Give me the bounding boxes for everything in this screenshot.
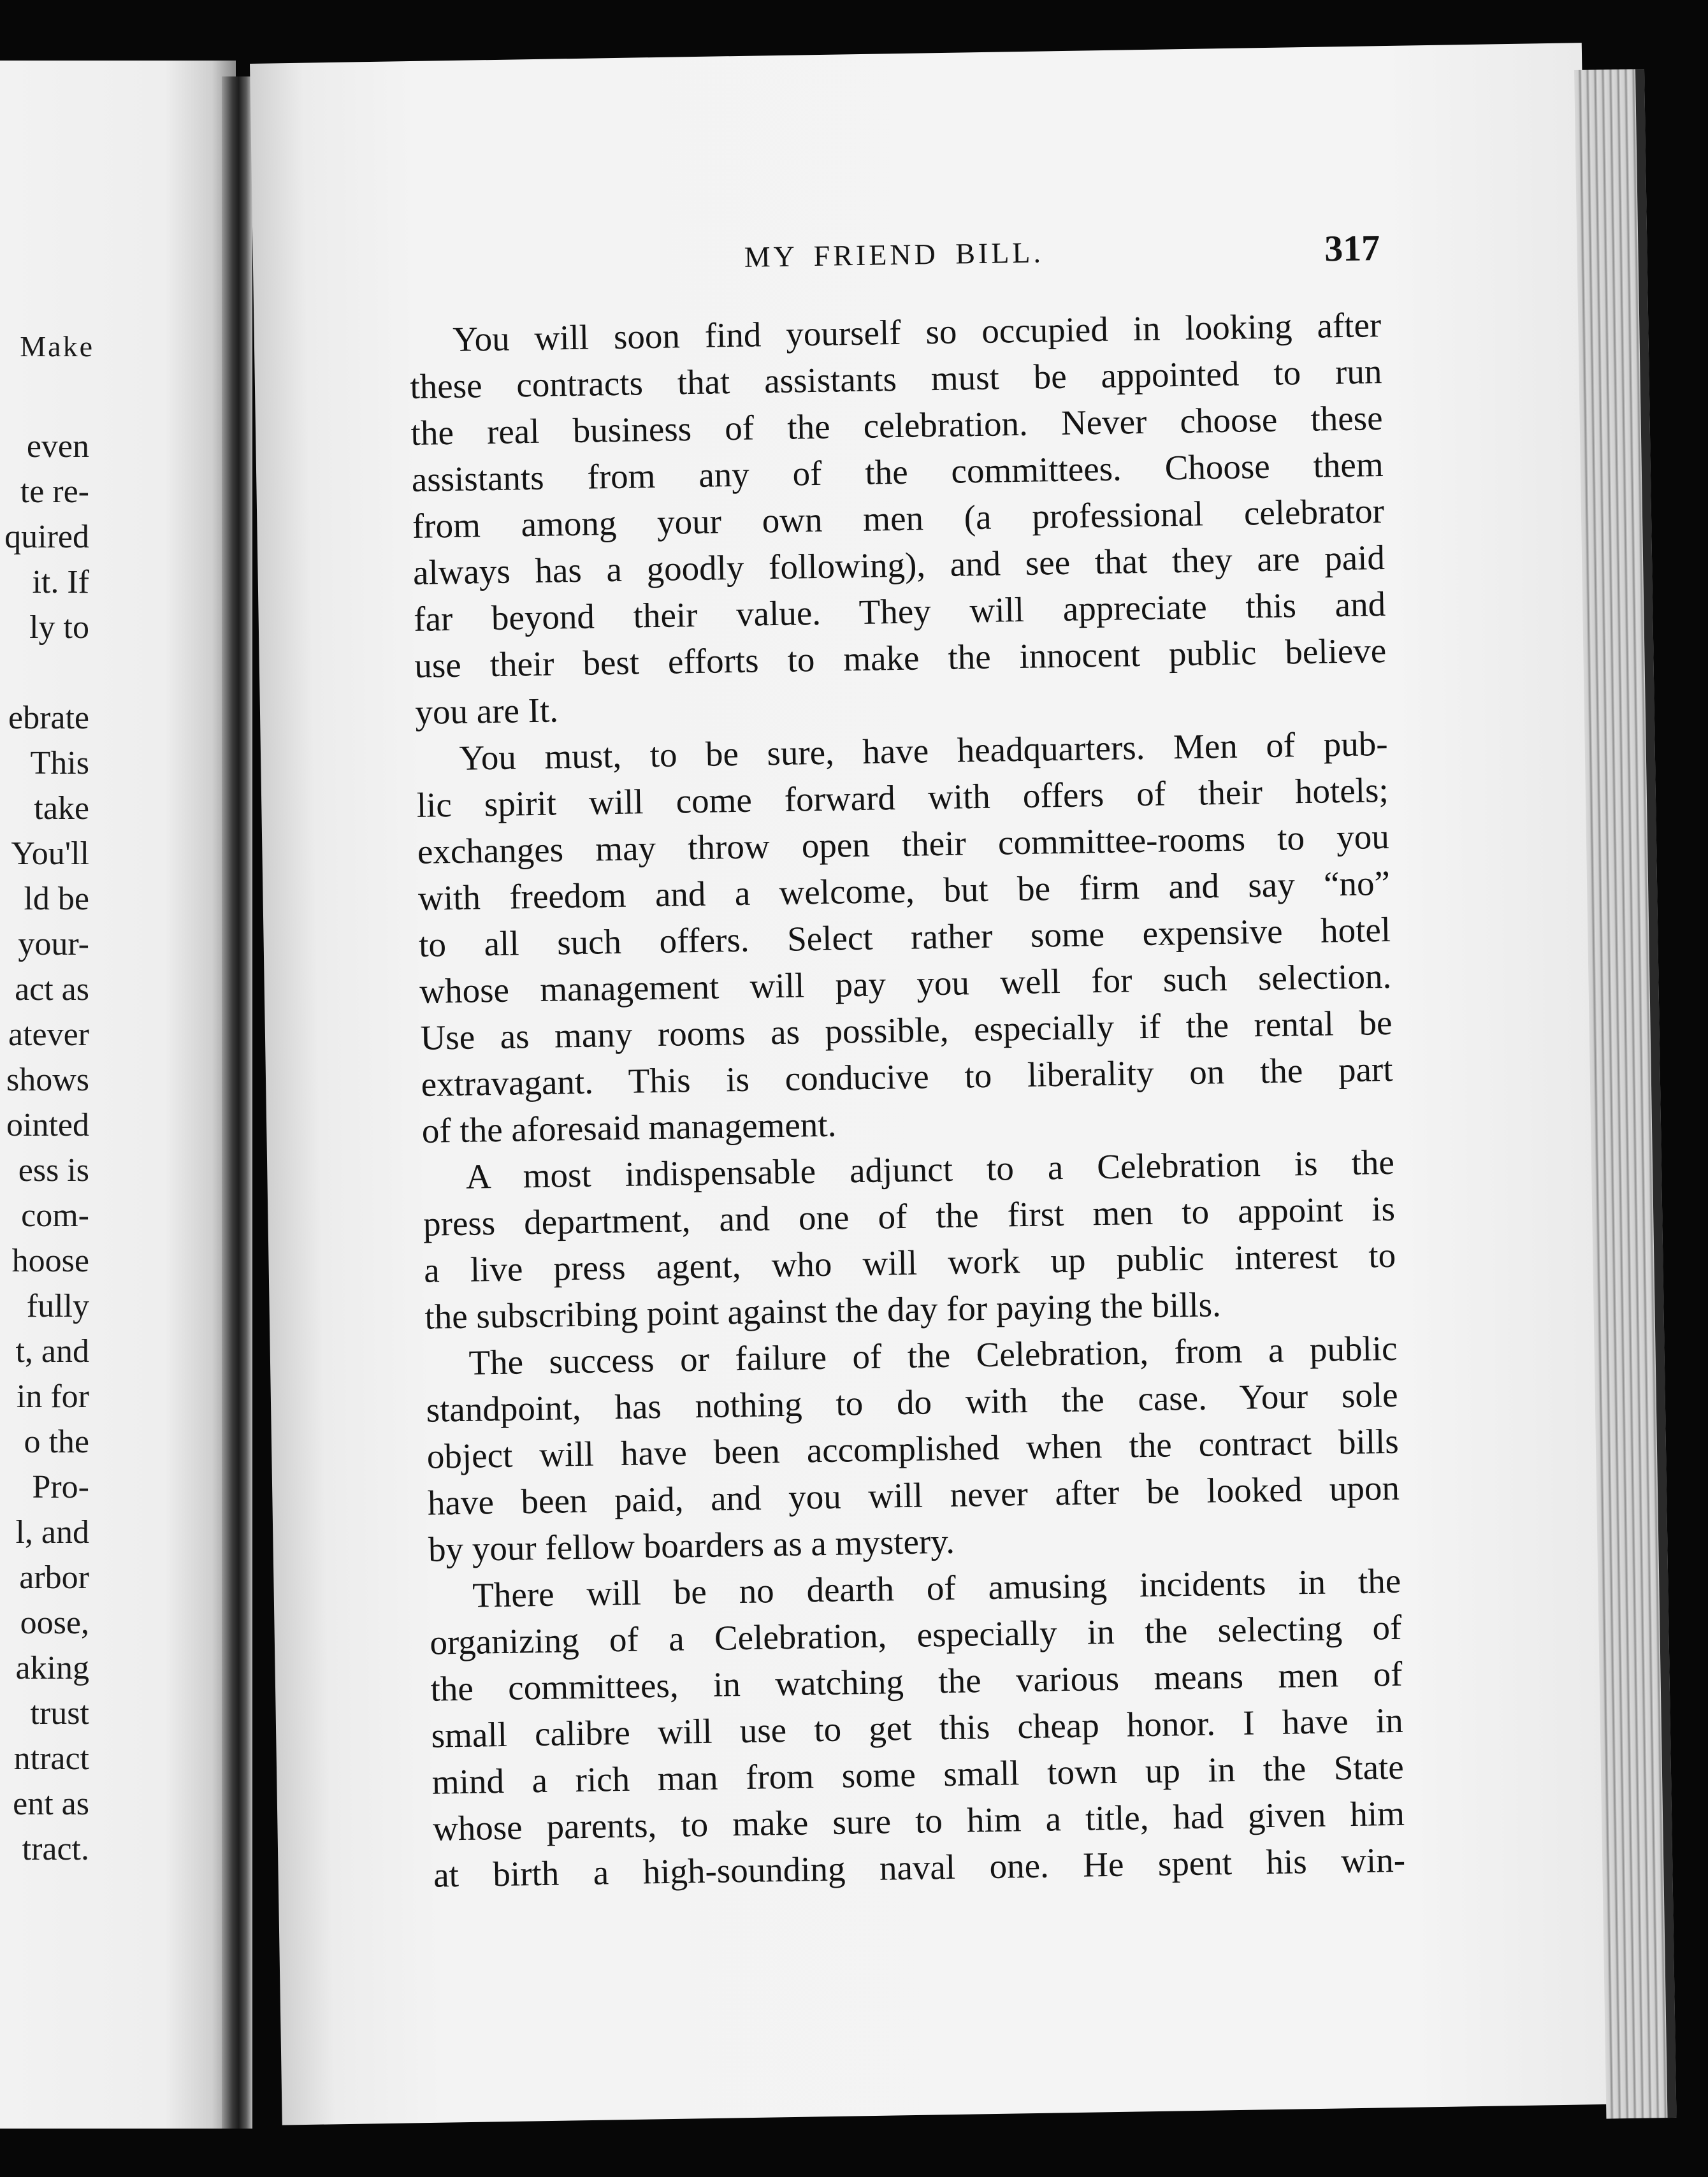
text-line: press department, and one of the first men to appoint is	[423, 1189, 1396, 1243]
text-line: whose parents, to make sure to him a title, had given him	[432, 1793, 1405, 1848]
left-line-fragment: atever	[8, 1016, 89, 1053]
text-line: exchanges may throw open their committee-rooms to you	[417, 816, 1390, 871]
left-line-fragment: it. If	[32, 564, 89, 600]
text-line: you are It.	[415, 690, 559, 732]
left-line-fragment: fully	[26, 1288, 89, 1324]
text-line: lic spirit will come forward with offers of their hotels;	[416, 770, 1389, 825]
text-line: always has a goodly following), and see that they are paid	[412, 537, 1386, 592]
left-line-fragment: hoose	[11, 1243, 89, 1279]
text-line: the committees, in watching the various means men of	[430, 1654, 1403, 1709]
left-line-fragment: ly to	[29, 609, 89, 646]
text-line: the subscribing point against the day for paying the bills.	[424, 1285, 1222, 1336]
text-line: by your fellow boarders as a mystery.	[428, 1521, 955, 1569]
text-line: from among your own men (a professional celebrator	[412, 491, 1385, 546]
text-line: Use as many rooms as possible, especially if the rental be	[420, 1002, 1393, 1057]
left-line-fragment: your-	[18, 926, 89, 962]
left-line-fragment: ess is	[18, 1152, 89, 1189]
left-line-fragment: t, and	[15, 1333, 89, 1370]
text-line: There will be no dearth of amusing incidents in the	[472, 1561, 1401, 1615]
left-line-fragment: com-	[21, 1197, 89, 1234]
left-line-fragment: in for	[16, 1378, 89, 1415]
text-line: organizing of a Celebration, especially in the selecting of	[429, 1607, 1402, 1662]
text-line: assistants from any of the committees. Choose them	[411, 445, 1384, 499]
text-line: with freedom and a welcome, but be firm and say “no”	[417, 863, 1391, 918]
book-gutter	[222, 76, 252, 2129]
text-line: mind a rich man from some small town up in the State	[431, 1747, 1405, 1802]
left-line-fragment: Pro-	[32, 1469, 89, 1505]
left-line-fragment: even	[26, 428, 89, 465]
left-line-fragment: aking	[15, 1650, 89, 1686]
left-line-fragment: shows	[6, 1062, 89, 1098]
text-line: You will soon find yourself so occupied in looking after	[452, 305, 1382, 359]
text-line: A most indispensable adjunct to a Celebration is the	[465, 1142, 1395, 1196]
text-line: at birth a high-sounding naval one. He spent his win-	[433, 1840, 1406, 1895]
left-line-fragment: tract.	[22, 1831, 89, 1867]
left-line-fragment: te re-	[20, 474, 89, 510]
text-line: use their best efforts to make the innocent public believe	[414, 630, 1387, 685]
running-title: MY FRIEND BILL.	[744, 236, 1045, 273]
text-line: small calibre will use to get this cheap honor. I have in	[431, 1700, 1404, 1755]
left-line-fragment: act as	[15, 971, 89, 1008]
left-line-fragment: oose,	[20, 1605, 89, 1641]
left-line-fragment: ntract	[13, 1740, 89, 1777]
right-page-text-block	[408, 227, 1406, 1899]
left-line-fragment: quired	[4, 519, 89, 555]
left-line-fragment: This	[30, 745, 89, 781]
left-line-fragment: You'll	[11, 835, 89, 872]
text-line: object will have been accomplished when the contract bills	[426, 1421, 1400, 1476]
text-line: these contracts that assistants must be appointed to run	[410, 352, 1382, 406]
text-line: The success or failure of the Celebration, from a public	[468, 1328, 1398, 1382]
text-line: extravagant. This is conducive to liberality on the part	[421, 1049, 1393, 1104]
left-line-fragment: ointed	[6, 1107, 89, 1143]
left-line-fragment: o the	[24, 1424, 89, 1460]
left-page	[0, 61, 236, 2129]
left-line-fragment: take	[34, 790, 89, 827]
body-text	[409, 301, 1406, 1899]
left-line-fragment: ebrate	[8, 700, 89, 736]
text-line: to all such offers. Select rather some expensive hotel	[418, 909, 1391, 964]
text-line: have been paid, and you will never after be looked upon	[427, 1468, 1400, 1522]
left-running-head: Make	[20, 330, 94, 363]
text-line: whose management will pay you well for such selection.	[419, 956, 1392, 1011]
text-line: the real business of the celebration. Never choose these	[410, 398, 1383, 452]
text-line: standpoint, has nothing to do with the case. Your sole	[426, 1375, 1398, 1429]
page-number: 317	[1324, 227, 1380, 270]
text-line: You must, to be sure, have headquarters. Men of pub-	[459, 723, 1388, 778]
left-line-fragment: l, and	[15, 1514, 89, 1551]
text-line: of the aforesaid management.	[421, 1104, 837, 1150]
left-line-fragment: ld be	[24, 881, 89, 917]
text-line: a live press agent, who will work up public interest to	[423, 1235, 1396, 1290]
left-line-fragment: arbor	[19, 1559, 89, 1596]
left-line-fragment: trust	[30, 1695, 89, 1732]
left-line-fragment: ent as	[13, 1786, 89, 1822]
text-line: far beyond their value. They will appreciate this and	[413, 584, 1386, 639]
